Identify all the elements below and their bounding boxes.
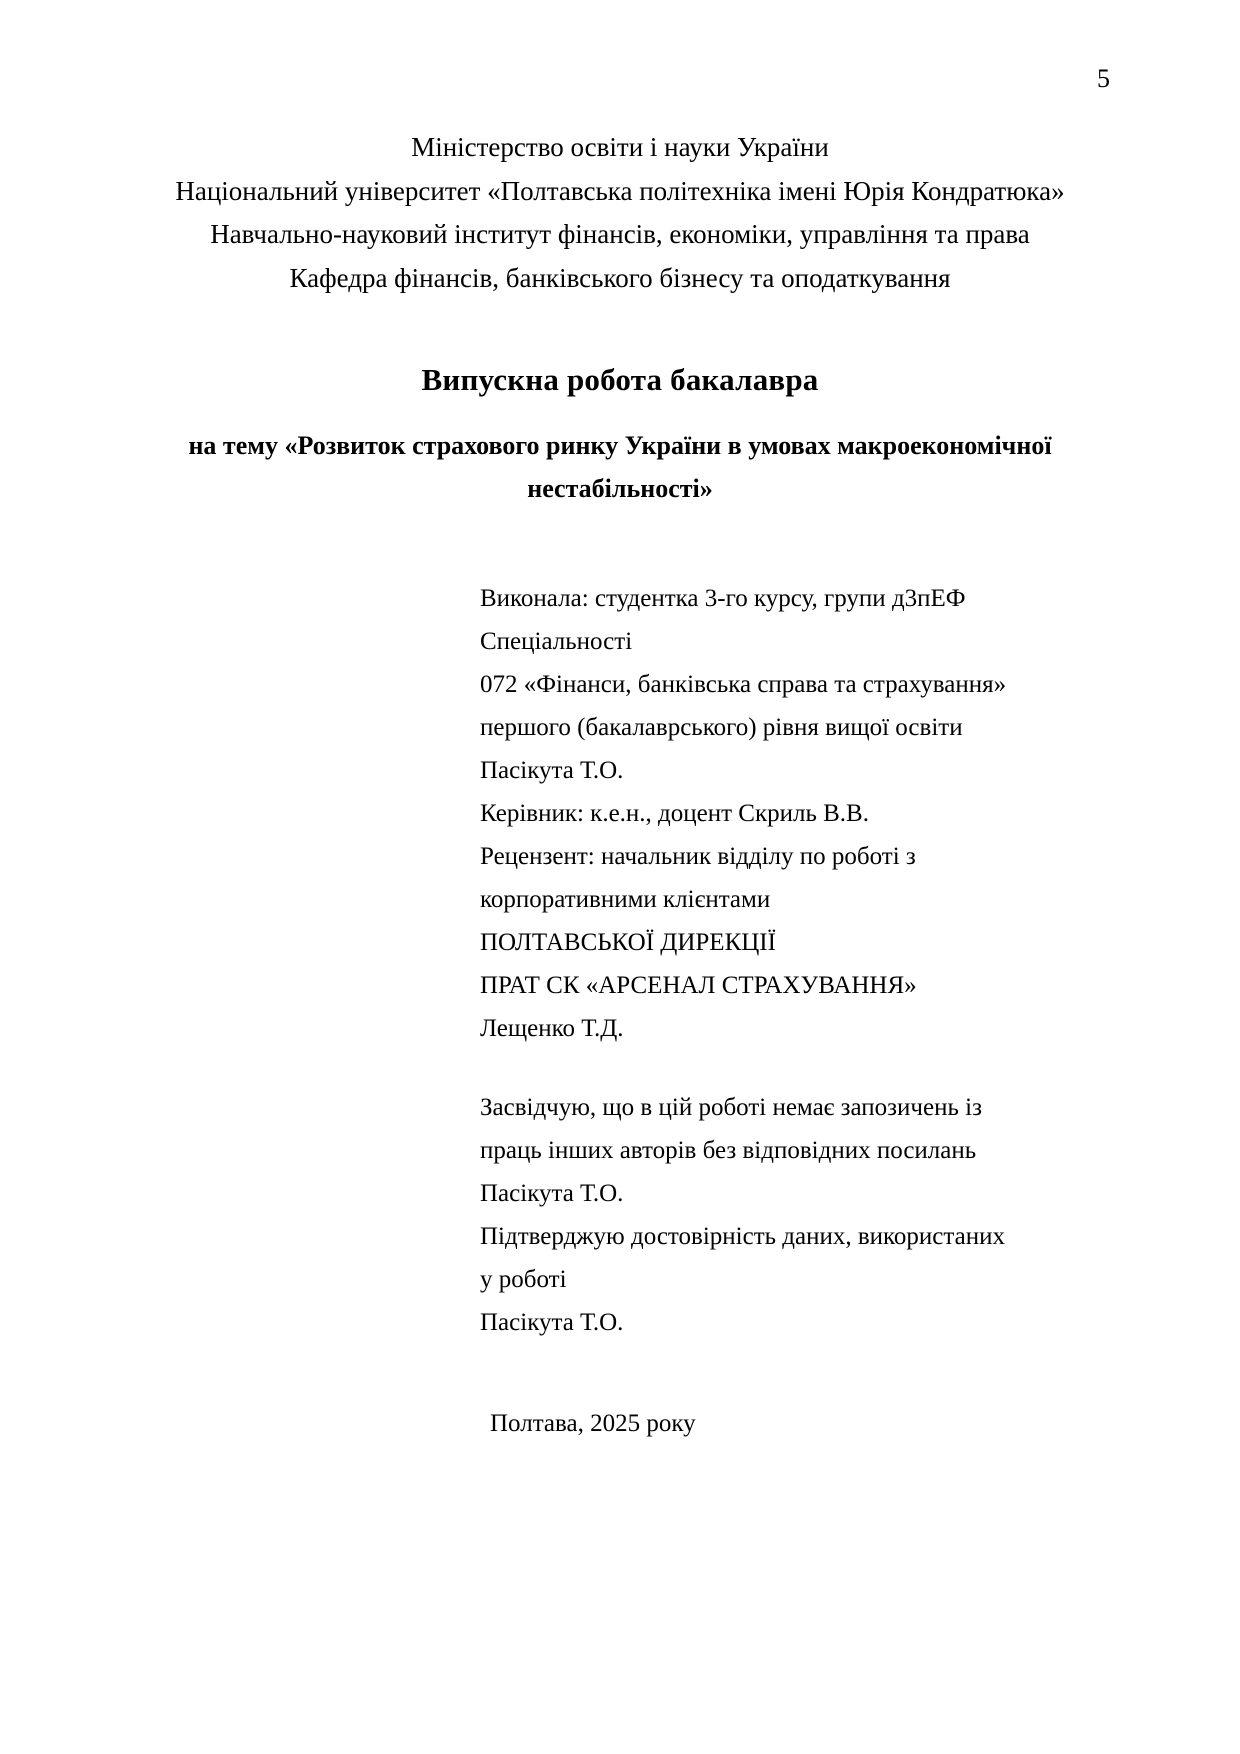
info-line-degree-level: першого (бакалаврського) рівня вищої освіти [480, 714, 963, 742]
page-number: 5 [1097, 64, 1110, 93]
info-line-supervisor: Керівник: к.е.н., доцент Скриль В.В. [480, 800, 869, 828]
header-line-institute: Навчально-науковий інститут фінансів, економіки, управління та права [210, 219, 1030, 250]
institution-header [120, 126, 1120, 301]
info-line-reviewer-name: Лещенко Т.Д. [480, 1015, 624, 1043]
info-line-specialty-code: 072 «Фінанси, банківська справа та страхування» [480, 671, 1007, 699]
footer-block [490, 1404, 1120, 1444]
info-spacer [480, 1050, 1120, 1086]
document-subtitle: на тему «Розвиток страхового ринку України в умовах макроекономічної нестабільності» [188, 431, 1052, 504]
confirmation-line-1: Підтверджую достовірність даних, використаних [480, 1223, 1005, 1251]
declaration-line-1: Засвідчую, що в цій роботі немає запозичень із [480, 1094, 982, 1122]
info-line-reviewer-4: ПРАТ СК «АРСЕНАЛ СТРАХУВАННЯ» [480, 972, 917, 1000]
confirmation-signature: Пасікута Т.О. [480, 1309, 624, 1337]
info-line-reviewer-1: Рецензент: начальник відділу по роботі з [480, 843, 916, 871]
header-line-university: Національний університет «Полтавська політехніка імені Юрія Кондратюка» [175, 175, 1065, 206]
header-line-department: Кафедра фінансів, банківського бізнесу та оподаткування [289, 263, 951, 294]
place-and-year: Полтава, 2025 року [490, 1410, 696, 1438]
info-line-author: Виконала: студентка 3-го курсу, групи д3пЕФ [480, 585, 966, 613]
document-title: Випускна робота бакалавра [421, 361, 819, 397]
declaration-signature-1: Пасікута Т.О. [480, 1180, 624, 1208]
info-line-author-name: Пасікута Т.О. [480, 757, 624, 785]
header-line-ministry: Міністерство освіти і науки України [411, 132, 829, 162]
title-block [120, 357, 1120, 511]
info-line-reviewer-2: корпоративними клієнтами [480, 886, 771, 914]
info-line-reviewer-3: ПОЛТАВСЬКОЇ ДИРЕКЦІЇ [480, 929, 776, 957]
author-info-block [480, 577, 1120, 1344]
declaration-line-2: праць інших авторів без відповідних посилань [480, 1137, 977, 1165]
confirmation-line-2: у роботі [480, 1266, 567, 1294]
info-line-specialty-label: Спеціальності [480, 628, 633, 656]
